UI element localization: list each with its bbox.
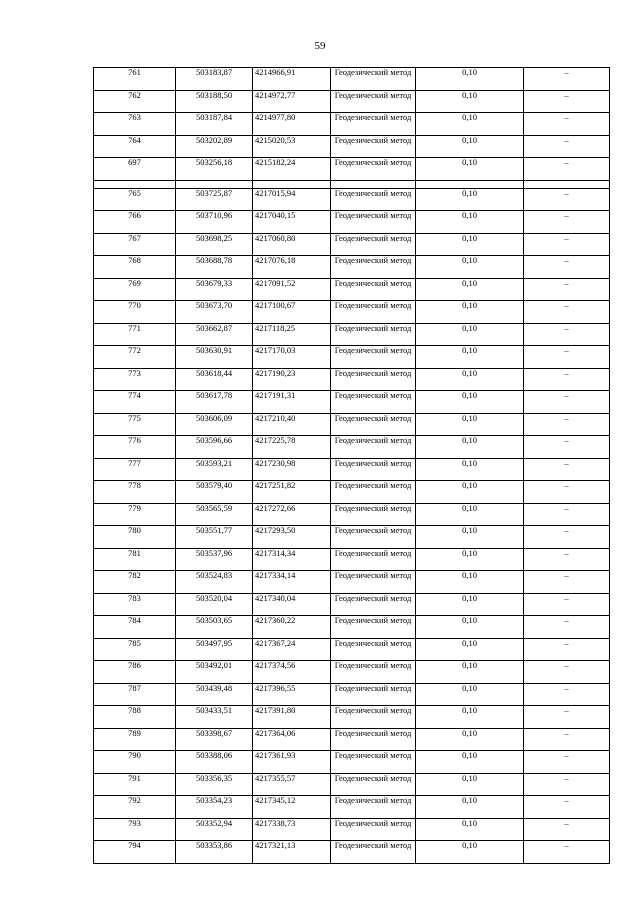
- y-coordinate-cell: 4217345,12: [253, 796, 331, 819]
- table-row: [94, 436, 610, 459]
- point-number-cell: 783: [94, 593, 176, 616]
- coordinates-table: [93, 67, 610, 864]
- note-cell: –: [524, 773, 610, 796]
- x-coordinate-cell: 503579,40: [176, 481, 253, 504]
- point-number-cell: 766: [94, 211, 176, 234]
- accuracy-cell: 0,10: [416, 391, 524, 414]
- accuracy-cell: 0,10: [416, 571, 524, 594]
- y-coordinate-cell: 4214977,80: [253, 113, 331, 136]
- point-number-cell: 780: [94, 526, 176, 549]
- x-coordinate-cell: 503202,89: [176, 135, 253, 158]
- accuracy-cell: 0,10: [416, 548, 524, 571]
- x-coordinate-cell: 503183,87: [176, 68, 253, 91]
- method-cell: [331, 180, 416, 188]
- accuracy-cell: 0,10: [416, 211, 524, 234]
- y-coordinate-cell: 4214966,91: [253, 68, 331, 91]
- method-cell: Геодезический метод: [331, 751, 416, 774]
- y-coordinate-cell: 4217251,82: [253, 481, 331, 504]
- accuracy-cell: 0,10: [416, 278, 524, 301]
- accuracy-cell: 0,10: [416, 68, 524, 91]
- note-cell: –: [524, 436, 610, 459]
- y-coordinate-cell: 4217230,98: [253, 458, 331, 481]
- point-number-cell: 786: [94, 661, 176, 684]
- x-coordinate-cell: 503353,86: [176, 841, 253, 864]
- y-coordinate-cell: 4217225,78: [253, 436, 331, 459]
- y-coordinate-cell: 4217360,22: [253, 616, 331, 639]
- note-cell: –: [524, 346, 610, 369]
- x-coordinate-cell: 503520,04: [176, 593, 253, 616]
- note-cell: –: [524, 368, 610, 391]
- table-row: [94, 638, 610, 661]
- note-cell: –: [524, 593, 610, 616]
- table-row: [94, 571, 610, 594]
- point-number-cell: 779: [94, 503, 176, 526]
- point-number-cell: 771: [94, 323, 176, 346]
- table-row: [94, 661, 610, 684]
- note-cell: –: [524, 391, 610, 414]
- table-row: [94, 188, 610, 211]
- accuracy-cell: 0,10: [416, 728, 524, 751]
- point-number-cell: 784: [94, 616, 176, 639]
- point-number-cell: 773: [94, 368, 176, 391]
- point-number-cell: 791: [94, 773, 176, 796]
- x-coordinate-cell: 503593,21: [176, 458, 253, 481]
- table-row: [94, 526, 610, 549]
- y-coordinate-cell: 4217314,34: [253, 548, 331, 571]
- accuracy-cell: 0,10: [416, 616, 524, 639]
- x-coordinate-cell: 503187,84: [176, 113, 253, 136]
- y-coordinate-cell: 4217340,04: [253, 593, 331, 616]
- note-cell: –: [524, 751, 610, 774]
- accuracy-cell: 0,10: [416, 481, 524, 504]
- method-cell: Геодезический метод: [331, 436, 416, 459]
- table-row: [94, 278, 610, 301]
- point-number-cell: 761: [94, 68, 176, 91]
- point-number-cell: 768: [94, 256, 176, 279]
- table-row: [94, 728, 610, 751]
- table-row: [94, 616, 610, 639]
- method-cell: Геодезический метод: [331, 233, 416, 256]
- y-coordinate-cell: 4217293,50: [253, 526, 331, 549]
- accuracy-cell: 0,10: [416, 368, 524, 391]
- point-number-cell: 794: [94, 841, 176, 864]
- page-number: 59: [314, 40, 326, 52]
- point-number-cell: 778: [94, 481, 176, 504]
- y-coordinate-cell: 4217015,94: [253, 188, 331, 211]
- accuracy-cell: 0,10: [416, 233, 524, 256]
- note-cell: –: [524, 256, 610, 279]
- accuracy-cell: 0,10: [416, 751, 524, 774]
- method-cell: Геодезический метод: [331, 481, 416, 504]
- table-row: [94, 458, 610, 481]
- method-cell: Геодезический метод: [331, 391, 416, 414]
- point-number-cell: 788: [94, 706, 176, 729]
- x-coordinate-cell: 503433,51: [176, 706, 253, 729]
- method-cell: Геодезический метод: [331, 458, 416, 481]
- table-row: [94, 90, 610, 113]
- method-cell: Геодезический метод: [331, 503, 416, 526]
- table-row: [94, 683, 610, 706]
- y-coordinate-cell: 4217355,57: [253, 773, 331, 796]
- x-coordinate-cell: 503354,23: [176, 796, 253, 819]
- y-coordinate-cell: 4215182,24: [253, 158, 331, 181]
- method-cell: Геодезический метод: [331, 135, 416, 158]
- x-coordinate-cell: 503188,50: [176, 90, 253, 113]
- y-coordinate-cell: 4217321,13: [253, 841, 331, 864]
- y-coordinate-cell: 4217272,66: [253, 503, 331, 526]
- accuracy-cell: 0,10: [416, 841, 524, 864]
- table-row: [94, 113, 610, 136]
- point-number-cell: 782: [94, 571, 176, 594]
- note-cell: –: [524, 413, 610, 436]
- method-cell: Геодезический метод: [331, 593, 416, 616]
- note-cell: –: [524, 278, 610, 301]
- x-coordinate-cell: 503679,33: [176, 278, 253, 301]
- y-coordinate-cell: [253, 180, 331, 188]
- table-row: [94, 818, 610, 841]
- method-cell: Геодезический метод: [331, 368, 416, 391]
- note-cell: –: [524, 728, 610, 751]
- accuracy-cell: 0,10: [416, 256, 524, 279]
- point-number-cell: 764: [94, 135, 176, 158]
- method-cell: Геодезический метод: [331, 413, 416, 436]
- x-coordinate-cell: 503551,77: [176, 526, 253, 549]
- note-cell: –: [524, 113, 610, 136]
- method-cell: Геодезический метод: [331, 188, 416, 211]
- x-coordinate-cell: 503617,78: [176, 391, 253, 414]
- x-coordinate-cell: 503497,95: [176, 638, 253, 661]
- accuracy-cell: 0,10: [416, 135, 524, 158]
- x-coordinate-cell: 503698,25: [176, 233, 253, 256]
- method-cell: Геодезический метод: [331, 616, 416, 639]
- y-coordinate-cell: 4217396,55: [253, 683, 331, 706]
- note-cell: –: [524, 818, 610, 841]
- method-cell: Геодезический метод: [331, 158, 416, 181]
- point-number-cell: 789: [94, 728, 176, 751]
- y-coordinate-cell: 4217100,67: [253, 301, 331, 324]
- note-cell: –: [524, 458, 610, 481]
- x-coordinate-cell: 503398,67: [176, 728, 253, 751]
- y-coordinate-cell: 4217361,93: [253, 751, 331, 774]
- point-number-cell: 793: [94, 818, 176, 841]
- y-coordinate-cell: 4215020,53: [253, 135, 331, 158]
- table-row: [94, 751, 610, 774]
- x-coordinate-cell: 503537,96: [176, 548, 253, 571]
- y-coordinate-cell: 4217040,15: [253, 211, 331, 234]
- accuracy-cell: 0,10: [416, 413, 524, 436]
- y-coordinate-cell: 4217118,25: [253, 323, 331, 346]
- table-row: [94, 211, 610, 234]
- x-coordinate-cell: 503606,09: [176, 413, 253, 436]
- method-cell: Геодезический метод: [331, 346, 416, 369]
- accuracy-cell: 0,10: [416, 818, 524, 841]
- method-cell: Геодезический метод: [331, 548, 416, 571]
- method-cell: Геодезический метод: [331, 113, 416, 136]
- table-row: [94, 135, 610, 158]
- y-coordinate-cell: 4217367,24: [253, 638, 331, 661]
- note-cell: –: [524, 661, 610, 684]
- accuracy-cell: 0,10: [416, 638, 524, 661]
- x-coordinate-cell: 503492,01: [176, 661, 253, 684]
- point-number-cell: 787: [94, 683, 176, 706]
- accuracy-cell: [416, 180, 524, 188]
- method-cell: Геодезический метод: [331, 90, 416, 113]
- note-cell: –: [524, 706, 610, 729]
- y-coordinate-cell: 4217170,03: [253, 346, 331, 369]
- method-cell: Геодезический метод: [331, 796, 416, 819]
- x-coordinate-cell: 503352,94: [176, 818, 253, 841]
- accuracy-cell: 0,10: [416, 796, 524, 819]
- x-coordinate-cell: [176, 180, 253, 188]
- point-number-cell: [94, 180, 176, 188]
- accuracy-cell: 0,10: [416, 188, 524, 211]
- y-coordinate-cell: 4217364,06: [253, 728, 331, 751]
- note-cell: –: [524, 233, 610, 256]
- note-cell: –: [524, 638, 610, 661]
- method-cell: Геодезический метод: [331, 773, 416, 796]
- x-coordinate-cell: 503356,35: [176, 773, 253, 796]
- method-cell: Геодезический метод: [331, 278, 416, 301]
- accuracy-cell: 0,10: [416, 436, 524, 459]
- table-row: [94, 301, 610, 324]
- note-cell: –: [524, 188, 610, 211]
- point-number-cell: 774: [94, 391, 176, 414]
- table-row: [94, 841, 610, 864]
- table-row: [94, 368, 610, 391]
- y-coordinate-cell: 4214972,77: [253, 90, 331, 113]
- y-coordinate-cell: 4217060,80: [253, 233, 331, 256]
- point-number-cell: 785: [94, 638, 176, 661]
- note-cell: –: [524, 548, 610, 571]
- y-coordinate-cell: 4217076,18: [253, 256, 331, 279]
- x-coordinate-cell: 503439,48: [176, 683, 253, 706]
- point-number-cell: 763: [94, 113, 176, 136]
- method-cell: Геодезический метод: [331, 683, 416, 706]
- y-coordinate-cell: 4217191,31: [253, 391, 331, 414]
- table-row: [94, 158, 610, 181]
- point-number-cell: 790: [94, 751, 176, 774]
- note-cell: –: [524, 68, 610, 91]
- table-row: [94, 706, 610, 729]
- point-number-cell: 697: [94, 158, 176, 181]
- y-coordinate-cell: 4217190,23: [253, 368, 331, 391]
- method-cell: Геодезический метод: [331, 526, 416, 549]
- y-coordinate-cell: 4217391,80: [253, 706, 331, 729]
- table-row: [94, 256, 610, 279]
- point-number-cell: 767: [94, 233, 176, 256]
- method-cell: Геодезический метод: [331, 571, 416, 594]
- accuracy-cell: 0,10: [416, 346, 524, 369]
- method-cell: Геодезический метод: [331, 323, 416, 346]
- accuracy-cell: 0,10: [416, 593, 524, 616]
- accuracy-cell: 0,10: [416, 458, 524, 481]
- x-coordinate-cell: 503673,70: [176, 301, 253, 324]
- table-row: [94, 346, 610, 369]
- method-cell: Геодезический метод: [331, 68, 416, 91]
- y-coordinate-cell: 4217334,14: [253, 571, 331, 594]
- point-number-cell: 772: [94, 346, 176, 369]
- x-coordinate-cell: 503524,83: [176, 571, 253, 594]
- accuracy-cell: 0,10: [416, 301, 524, 324]
- method-cell: Геодезический метод: [331, 638, 416, 661]
- point-number-cell: 775: [94, 413, 176, 436]
- method-cell: Геодезический метод: [331, 256, 416, 279]
- table-row: [94, 773, 610, 796]
- x-coordinate-cell: 503596,66: [176, 436, 253, 459]
- method-cell: Геодезический метод: [331, 301, 416, 324]
- point-number-cell: 769: [94, 278, 176, 301]
- note-cell: –: [524, 158, 610, 181]
- note-cell: –: [524, 683, 610, 706]
- point-number-cell: 781: [94, 548, 176, 571]
- point-number-cell: 777: [94, 458, 176, 481]
- note-cell: –: [524, 301, 610, 324]
- coordinates-table-body: [94, 68, 610, 864]
- x-coordinate-cell: 503388,06: [176, 751, 253, 774]
- x-coordinate-cell: 503710,96: [176, 211, 253, 234]
- table-row: [94, 391, 610, 414]
- accuracy-cell: 0,10: [416, 323, 524, 346]
- note-cell: –: [524, 616, 610, 639]
- table-row: [94, 481, 610, 504]
- y-coordinate-cell: 4217210,40: [253, 413, 331, 436]
- note-cell: –: [524, 323, 610, 346]
- x-coordinate-cell: 503565,59: [176, 503, 253, 526]
- table-row: [94, 180, 610, 188]
- x-coordinate-cell: 503630,91: [176, 346, 253, 369]
- accuracy-cell: 0,10: [416, 503, 524, 526]
- table-row: [94, 593, 610, 616]
- x-coordinate-cell: 503618,44: [176, 368, 253, 391]
- x-coordinate-cell: 503662,87: [176, 323, 253, 346]
- table-row: [94, 413, 610, 436]
- accuracy-cell: 0,10: [416, 773, 524, 796]
- accuracy-cell: 0,10: [416, 661, 524, 684]
- table-row: [94, 503, 610, 526]
- method-cell: Геодезический метод: [331, 211, 416, 234]
- y-coordinate-cell: 4217338,73: [253, 818, 331, 841]
- note-cell: –: [524, 571, 610, 594]
- method-cell: Геодезический метод: [331, 706, 416, 729]
- point-number-cell: 765: [94, 188, 176, 211]
- x-coordinate-cell: 503503,65: [176, 616, 253, 639]
- note-cell: [524, 180, 610, 188]
- note-cell: –: [524, 90, 610, 113]
- note-cell: –: [524, 481, 610, 504]
- x-coordinate-cell: 503688,78: [176, 256, 253, 279]
- note-cell: –: [524, 135, 610, 158]
- method-cell: Геодезический метод: [331, 728, 416, 751]
- table-row: [94, 233, 610, 256]
- table-row: [94, 323, 610, 346]
- note-cell: –: [524, 796, 610, 819]
- y-coordinate-cell: 4217374,56: [253, 661, 331, 684]
- table-row: [94, 796, 610, 819]
- x-coordinate-cell: 503256,18: [176, 158, 253, 181]
- table-row: [94, 68, 610, 91]
- note-cell: –: [524, 211, 610, 234]
- point-number-cell: 792: [94, 796, 176, 819]
- method-cell: Геодезический метод: [331, 661, 416, 684]
- note-cell: –: [524, 526, 610, 549]
- accuracy-cell: 0,10: [416, 526, 524, 549]
- point-number-cell: 770: [94, 301, 176, 324]
- note-cell: –: [524, 841, 610, 864]
- accuracy-cell: 0,10: [416, 90, 524, 113]
- accuracy-cell: 0,10: [416, 113, 524, 136]
- accuracy-cell: 0,10: [416, 158, 524, 181]
- method-cell: Геодезический метод: [331, 818, 416, 841]
- accuracy-cell: 0,10: [416, 683, 524, 706]
- point-number-cell: 776: [94, 436, 176, 459]
- point-number-cell: 762: [94, 90, 176, 113]
- method-cell: Геодезический метод: [331, 841, 416, 864]
- accuracy-cell: 0,10: [416, 706, 524, 729]
- x-coordinate-cell: 503725,87: [176, 188, 253, 211]
- note-cell: –: [524, 503, 610, 526]
- table-row: [94, 548, 610, 571]
- y-coordinate-cell: 4217091,52: [253, 278, 331, 301]
